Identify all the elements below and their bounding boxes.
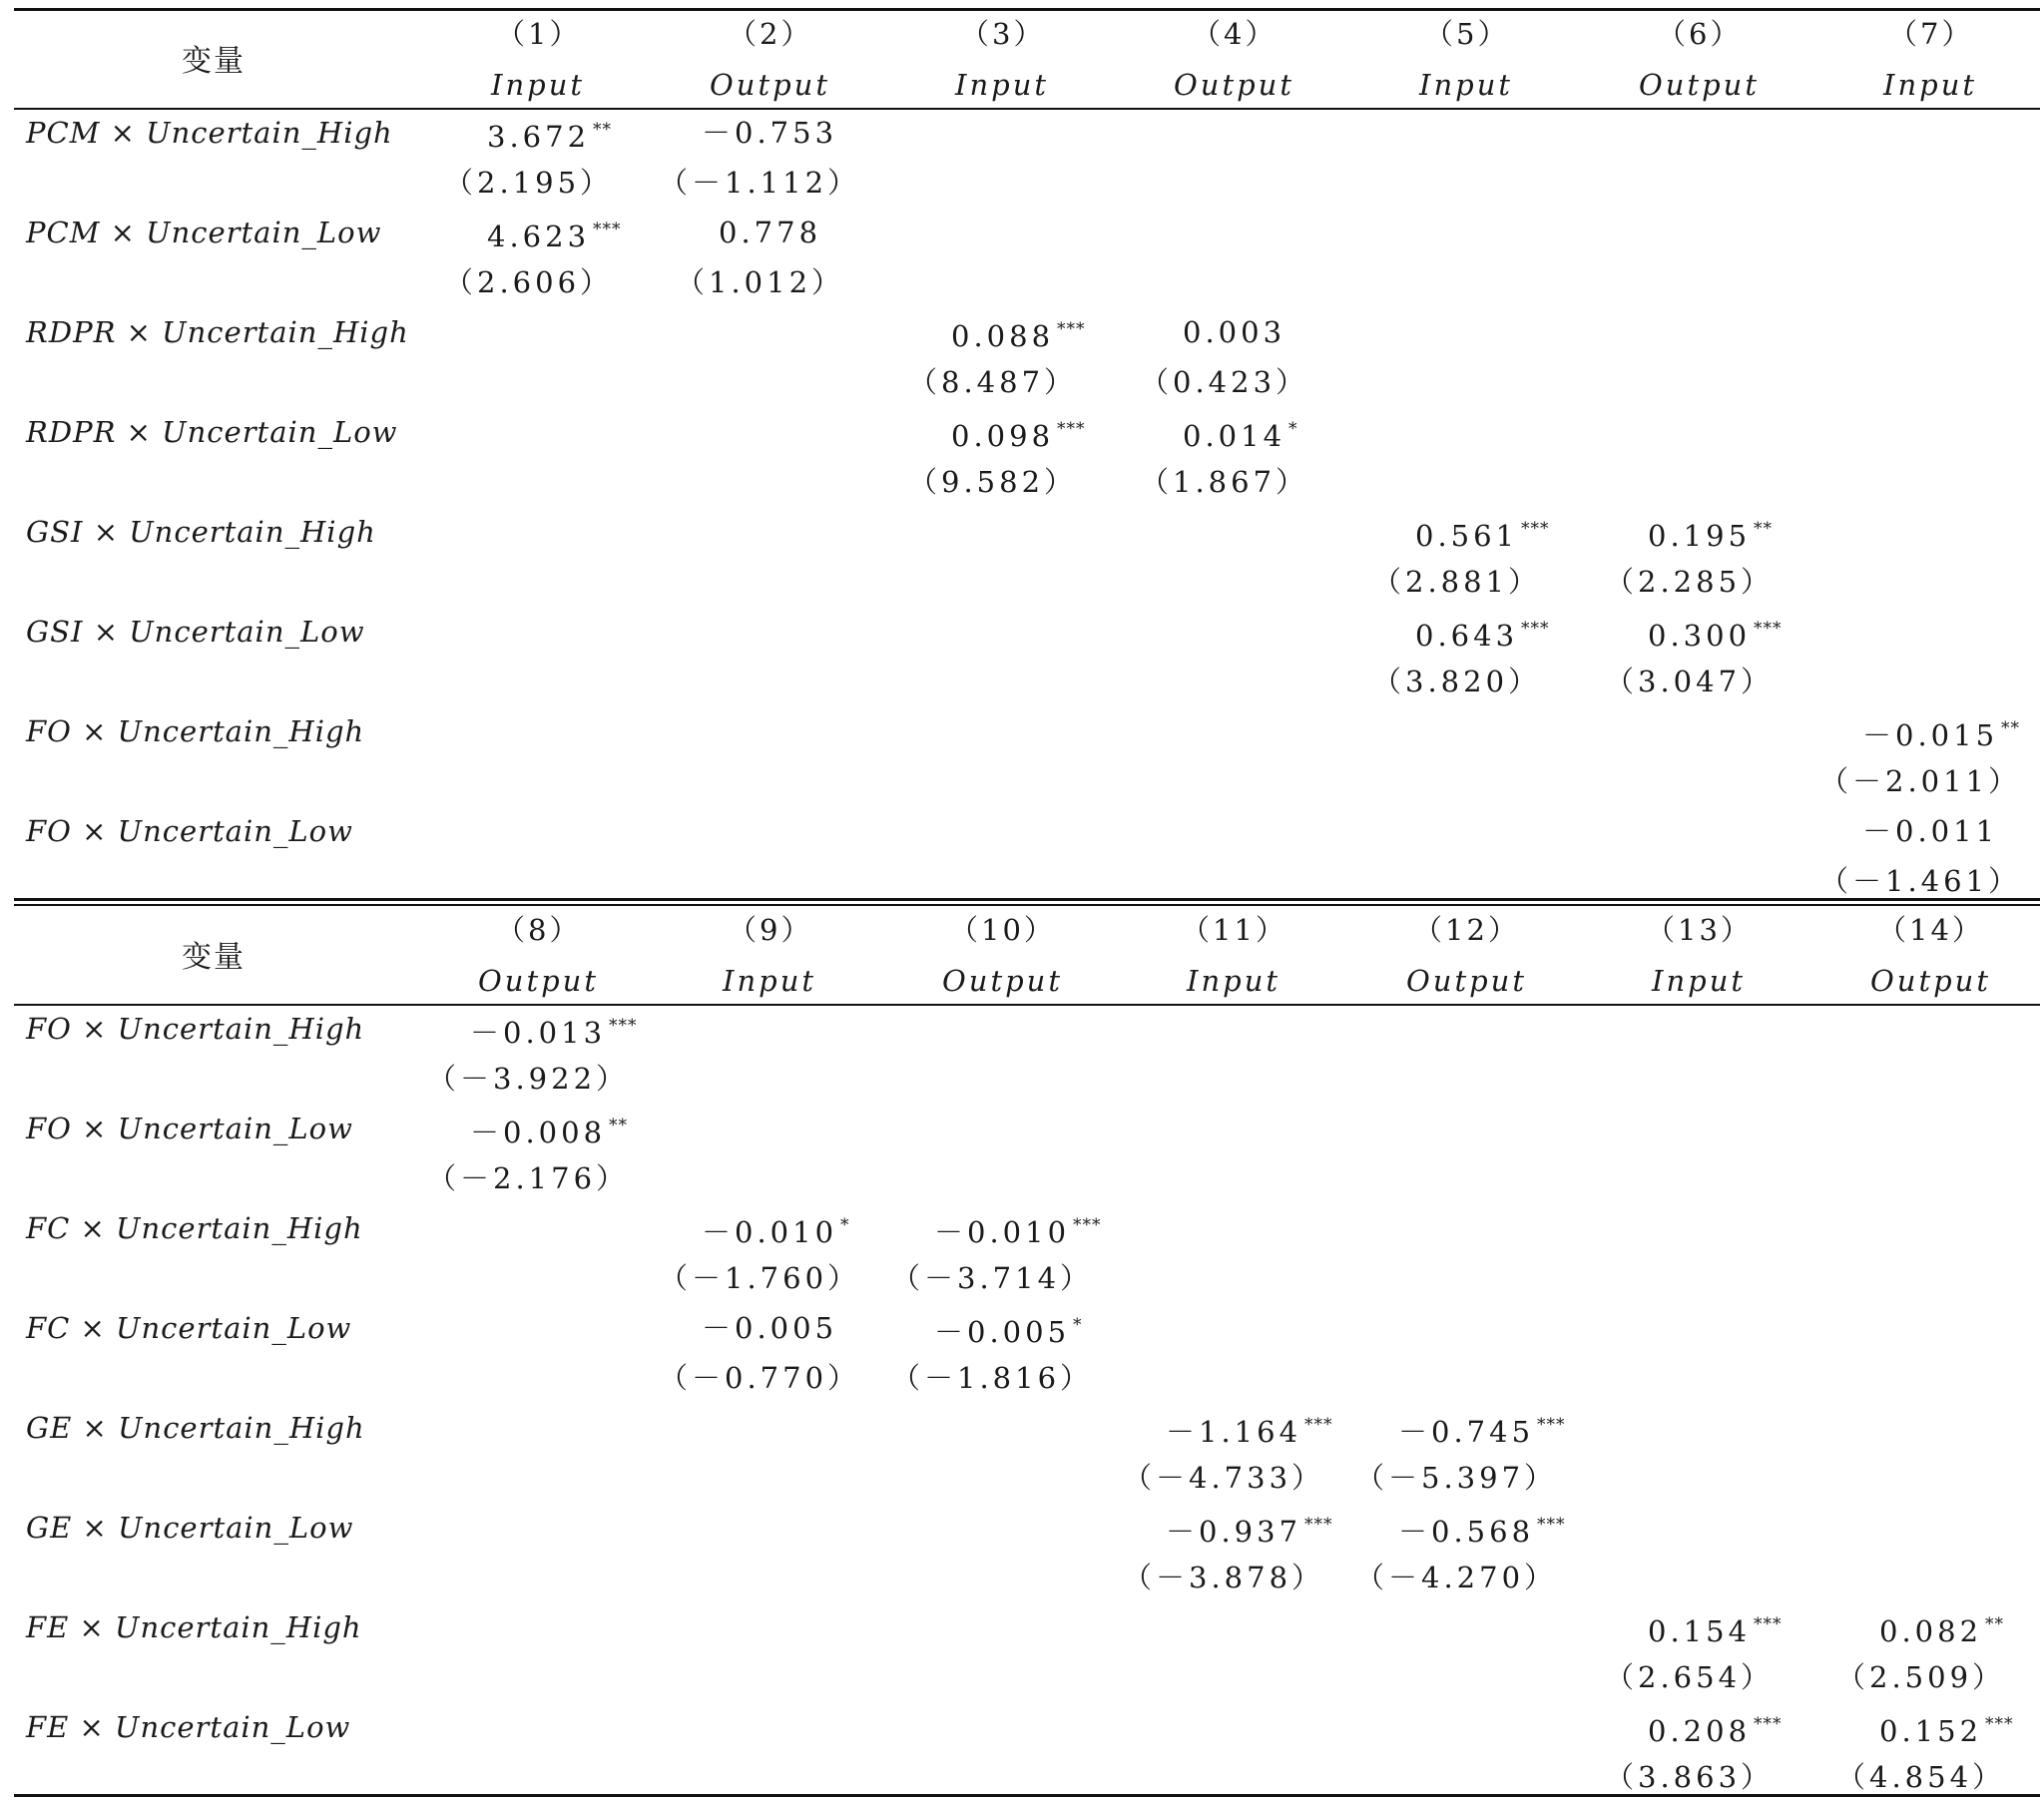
t-statistic: （3.863） — [1605, 1760, 1775, 1794]
variable-name: FO × Uncertain_Low — [26, 1112, 353, 1145]
t-statistic: （－1.112） — [659, 166, 861, 200]
variable-name: PCM × Uncertain_Low — [26, 216, 382, 249]
coefficient-value: 0.014 — [1183, 419, 1286, 453]
significance-stars: ** — [1985, 1614, 2005, 1634]
coefficient-value: 0.778 — [719, 216, 822, 249]
significance-stars: *** — [1537, 1515, 1566, 1535]
significance-stars: *** — [1073, 1215, 1102, 1235]
coefficient — [487, 213, 622, 253]
column-number: （3） — [960, 17, 1046, 51]
coefficient-value: －0.745 — [1398, 1415, 1535, 1449]
coefficient-value: －0.013 — [470, 1016, 607, 1050]
table-rule — [14, 904, 2040, 906]
t-statistic: （2.285） — [1605, 565, 1775, 599]
significance-stars: *** — [609, 1016, 638, 1036]
t-statistic: （3.820） — [1372, 665, 1542, 698]
variable-name: FO × Uncertain_High — [26, 714, 365, 748]
coefficient — [934, 1308, 1083, 1349]
column-number: （12） — [1413, 913, 1520, 947]
coefficient — [1415, 512, 1550, 553]
coefficient-value: －0.568 — [1398, 1515, 1535, 1549]
coefficient — [470, 1109, 628, 1149]
t-statistic: （－0.770） — [659, 1361, 861, 1395]
variable-name: FO × Uncertain_High — [26, 1012, 365, 1046]
column-number: （4） — [1192, 17, 1278, 51]
table-rule — [14, 108, 2040, 110]
variable-name: FE × Uncertain_High — [26, 1610, 362, 1644]
coefficient-value: －0.011 — [1862, 814, 1999, 848]
coefficient — [719, 216, 821, 249]
t-statistic: （－1.461） — [1819, 864, 2022, 898]
coefficient-value: －0.010 — [934, 1215, 1071, 1249]
significance-stars: *** — [1057, 319, 1086, 339]
column-type: Output — [942, 964, 1064, 998]
column-type: Output — [478, 964, 600, 998]
regression-table — [14, 0, 2040, 1804]
column-type: Input — [955, 68, 1050, 102]
t-statistic: （－1.760） — [659, 1261, 861, 1295]
coefficient-value: 4.623 — [487, 220, 591, 253]
variable-name: GSI × Uncertain_Low — [26, 615, 365, 649]
coefficient — [1879, 1607, 2004, 1648]
t-statistic: （－3.922） — [427, 1062, 630, 1096]
significance-stars: *** — [1537, 1415, 1566, 1435]
coefficient-value: －0.753 — [702, 116, 838, 150]
variable-name: FE × Uncertain_Low — [26, 1710, 351, 1744]
coefficient-value: 0.098 — [951, 419, 1055, 453]
coefficient-value: 0.088 — [951, 319, 1055, 353]
coefficient — [487, 113, 612, 154]
significance-stars: ** — [609, 1116, 629, 1135]
variable-name: GSI × Uncertain_High — [26, 515, 376, 549]
coefficient-value: 3.672 — [487, 120, 591, 154]
significance-stars: ** — [593, 120, 613, 140]
coefficient-value: 0.003 — [1183, 315, 1286, 349]
coefficient-value: 0.152 — [1879, 1714, 1983, 1748]
variable-name: RDPR × Uncertain_High — [26, 315, 409, 349]
header-variable-label: 变量 — [182, 940, 246, 975]
t-statistic: （2.509） — [1836, 1660, 2006, 1694]
coefficient — [951, 412, 1086, 453]
column-number: （5） — [1424, 17, 1510, 51]
coefficient-value: 0.643 — [1415, 619, 1519, 653]
column-type: Input — [1187, 964, 1281, 998]
coefficient — [1648, 612, 1783, 653]
column-type: Input — [1652, 964, 1747, 998]
t-statistic: （－5.397） — [1355, 1461, 1558, 1495]
t-statistic: （4.854） — [1836, 1760, 2006, 1794]
coefficient-value: 0.082 — [1879, 1614, 1983, 1648]
coefficient — [702, 1208, 850, 1249]
significance-stars: *** — [1754, 1714, 1783, 1734]
coefficient — [1648, 1707, 1783, 1748]
t-statistic: （9.582） — [908, 465, 1078, 499]
t-statistic: （2.881） — [1372, 565, 1542, 599]
column-type: Input — [1883, 68, 1978, 102]
t-statistic: （2.195） — [444, 166, 614, 200]
coefficient — [1862, 711, 2020, 752]
variable-name: GE × Uncertain_Low — [26, 1511, 354, 1545]
t-statistic: （－3.878） — [1123, 1561, 1325, 1594]
coefficient-value: 0.154 — [1648, 1614, 1752, 1648]
coefficient-value: －0.937 — [1166, 1515, 1302, 1549]
coefficient-value: 0.195 — [1648, 519, 1752, 553]
significance-stars: * — [1073, 1315, 1083, 1335]
coefficient — [1879, 1707, 2014, 1748]
table-rule — [14, 8, 2040, 11]
t-statistic: （2.606） — [444, 265, 614, 299]
column-type: Input — [491, 68, 586, 102]
t-statistic: （－1.816） — [891, 1361, 1094, 1395]
header-variable-label: 变量 — [182, 44, 246, 79]
variable-name: FC × Uncertain_High — [26, 1211, 363, 1245]
column-number: （1） — [496, 17, 582, 51]
t-statistic: （8.487） — [908, 365, 1078, 399]
column-number: （11） — [1181, 913, 1287, 947]
t-statistic: （3.047） — [1605, 665, 1775, 698]
coefficient-value: －0.005 — [702, 1311, 838, 1345]
coefficient — [1398, 1408, 1566, 1449]
coefficient-value: 0.208 — [1648, 1714, 1752, 1748]
coefficient — [1648, 1607, 1783, 1648]
column-number: （13） — [1646, 913, 1753, 947]
column-type: Output — [710, 68, 831, 102]
t-statistic: （1.867） — [1140, 465, 1309, 499]
significance-stars: *** — [1754, 1614, 1783, 1634]
significance-stars: *** — [1985, 1714, 2014, 1734]
table-rule — [14, 898, 2040, 901]
significance-stars: *** — [1304, 1415, 1333, 1435]
t-statistic: （1.012） — [676, 265, 845, 299]
significance-stars: *** — [1521, 519, 1550, 539]
coefficient — [470, 1009, 638, 1050]
column-number: （7） — [1888, 17, 1974, 51]
significance-stars: ** — [2001, 718, 2021, 738]
coefficient-value: －0.005 — [934, 1315, 1071, 1349]
coefficient-value: －0.015 — [1862, 718, 1999, 752]
significance-stars: *** — [1521, 619, 1550, 639]
t-statistic: （0.423） — [1140, 365, 1309, 399]
significance-stars: *** — [593, 220, 622, 239]
table-rule — [14, 1794, 2040, 1797]
coefficient — [1415, 612, 1550, 653]
t-statistic: （－4.270） — [1355, 1561, 1558, 1594]
column-number: （14） — [1877, 913, 1984, 947]
coefficient — [934, 1208, 1102, 1249]
coefficient — [1862, 814, 1998, 848]
coefficient — [702, 116, 837, 150]
column-type: Output — [1870, 964, 1992, 998]
significance-stars: * — [1288, 419, 1298, 439]
coefficient — [1183, 315, 1285, 349]
coefficient-value: 0.300 — [1648, 619, 1752, 653]
table-rule — [14, 1004, 2040, 1006]
coefficient — [1648, 512, 1773, 553]
column-type: Output — [1174, 68, 1295, 102]
significance-stars: *** — [1057, 419, 1086, 439]
column-number: （8） — [496, 913, 582, 947]
coefficient-value: 0.561 — [1415, 519, 1519, 553]
column-number: （2） — [728, 17, 813, 51]
coefficient-value: －0.008 — [470, 1116, 607, 1149]
coefficient — [1166, 1408, 1333, 1449]
t-statistic: （－3.714） — [891, 1261, 1094, 1295]
coefficient — [1166, 1508, 1333, 1549]
t-statistic: （－2.176） — [427, 1161, 630, 1195]
coefficient — [1183, 412, 1298, 453]
coefficient-value: －0.010 — [702, 1215, 838, 1249]
significance-stars: *** — [1304, 1515, 1333, 1535]
column-type: Input — [723, 964, 817, 998]
t-statistic: （－2.011） — [1819, 764, 2022, 798]
t-statistic: （－4.733） — [1123, 1461, 1325, 1495]
coefficient — [1398, 1508, 1566, 1549]
variable-name: FC × Uncertain_Low — [26, 1311, 352, 1345]
column-number: （10） — [949, 913, 1056, 947]
significance-stars: * — [840, 1215, 850, 1235]
t-statistic: （2.654） — [1605, 1660, 1775, 1694]
variable-name: GE × Uncertain_High — [26, 1411, 365, 1445]
significance-stars: ** — [1754, 519, 1774, 539]
column-type: Output — [1639, 68, 1761, 102]
coefficient-value: －1.164 — [1166, 1415, 1302, 1449]
variable-name: FO × Uncertain_Low — [26, 814, 353, 848]
variable-name: RDPR × Uncertain_Low — [26, 415, 398, 449]
column-number: （9） — [728, 913, 813, 947]
column-number: （6） — [1657, 17, 1743, 51]
coefficient — [951, 312, 1086, 353]
coefficient — [702, 1311, 837, 1345]
variable-name: PCM × Uncertain_High — [26, 116, 393, 150]
column-type: Input — [1419, 68, 1514, 102]
significance-stars: *** — [1754, 619, 1783, 639]
column-type: Output — [1406, 964, 1528, 998]
